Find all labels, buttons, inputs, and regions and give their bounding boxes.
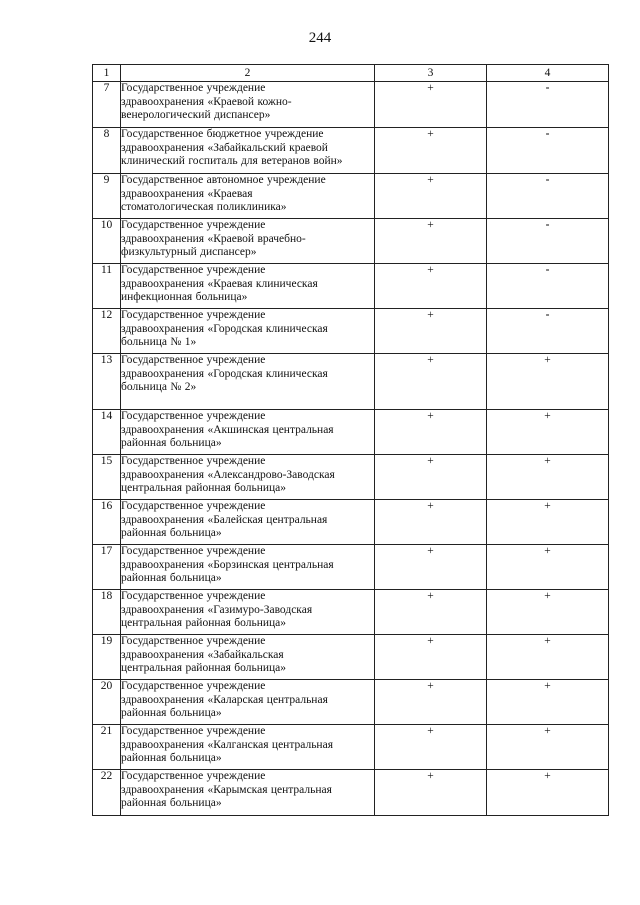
col3-mark-text: +	[427, 680, 434, 692]
col3-mark	[375, 680, 487, 725]
table-row	[93, 590, 609, 635]
table-row	[93, 219, 609, 264]
col3-mark-text: +	[427, 590, 434, 602]
col3-mark	[375, 635, 487, 680]
table-row	[93, 770, 609, 816]
header-col-1: 1	[93, 65, 121, 82]
col4-mark	[487, 500, 609, 545]
header-col-4: 4	[487, 65, 609, 82]
col3-mark	[375, 219, 487, 264]
col4-mark-text: +	[544, 635, 551, 647]
col4-mark	[487, 725, 609, 770]
institution-name: Государственное учреждение здравоохранения «Александрово-Заводская центральная районная больница»	[121, 455, 375, 500]
col3-mark	[375, 354, 487, 410]
col4-mark-text: -	[545, 128, 550, 140]
institution-name: Государственное учреждение здравоохранения «Городская клиническая больница № 2»	[121, 354, 375, 410]
col4-mark	[487, 635, 609, 680]
col3-mark-text: +	[427, 82, 434, 94]
institution-name: Государственное учреждение здравоохранения «Газимуро-Заводская центральная районная больница»	[121, 590, 375, 635]
col3-mark	[375, 128, 487, 174]
col4-mark	[487, 264, 609, 309]
col3-mark-text: +	[427, 264, 434, 276]
col3-mark	[375, 770, 487, 816]
col4-mark-text: +	[544, 545, 551, 557]
table-row	[93, 455, 609, 500]
row-number: 20	[93, 680, 121, 725]
row-number: 8	[93, 128, 121, 174]
row-number: 7	[93, 82, 121, 128]
table-row	[93, 635, 609, 680]
table-row	[93, 410, 609, 455]
col4-mark-text: +	[544, 590, 551, 602]
col3-mark	[375, 590, 487, 635]
col3-mark-text: +	[427, 500, 434, 512]
institution-name: Государственное учреждение здравоохранения «Балейская центральная районная больница»	[121, 500, 375, 545]
institutions-table	[92, 64, 609, 816]
institution-name: Государственное учреждение здравоохранения «Забайкальская центральная районная больница»	[121, 635, 375, 680]
institution-name: Государственное учреждение здравоохранения «Борзинская центральная районная больница»	[121, 545, 375, 590]
col3-mark-text: +	[427, 545, 434, 557]
table-row	[93, 354, 609, 410]
col4-mark	[487, 82, 609, 128]
col4-mark-text: -	[545, 264, 550, 276]
row-number: 19	[93, 635, 121, 680]
page-number: 244	[308, 30, 332, 46]
header-col-2: 2	[121, 65, 375, 82]
col3-mark-text: +	[427, 725, 434, 737]
col4-mark	[487, 680, 609, 725]
col3-mark-text: +	[427, 309, 434, 321]
col4-mark-text: -	[545, 174, 550, 186]
institution-name: Государственное учреждение здравоохранения «Краевой врачебно- физкультурный диспансер»	[121, 219, 375, 264]
institution-name: Государственное учреждение здравоохранения «Акшинская центральная районная больница»	[121, 410, 375, 455]
col4-mark-text: +	[544, 500, 551, 512]
row-number: 10	[93, 219, 121, 264]
col3-mark-text: +	[427, 128, 434, 140]
row-number: 13	[93, 354, 121, 410]
row-number: 21	[93, 725, 121, 770]
col3-mark	[375, 82, 487, 128]
col4-mark-text: +	[544, 770, 551, 782]
table-row	[93, 309, 609, 354]
col3-mark-text: +	[427, 219, 434, 231]
col4-mark-text: +	[544, 680, 551, 692]
col3-mark-text: +	[427, 410, 434, 422]
table-row	[93, 82, 609, 128]
row-number: 12	[93, 309, 121, 354]
table-row	[93, 128, 609, 174]
col3-mark-text: +	[427, 354, 434, 366]
institution-name: Государственное учреждение здравоохранения «Карымская центральная районная больница»	[121, 770, 375, 816]
col3-mark	[375, 309, 487, 354]
col4-mark	[487, 455, 609, 500]
col3-mark	[375, 455, 487, 500]
col4-mark	[487, 770, 609, 816]
row-number: 16	[93, 500, 121, 545]
col4-mark	[487, 354, 609, 410]
institution-name: Государственное учреждение здравоохранения «Калганская центральная районная больница»	[121, 725, 375, 770]
col4-mark-text: -	[545, 82, 550, 94]
institution-name: Государственное учреждение здравоохранения «Краевая клиническая инфекционная больница»	[121, 264, 375, 309]
table-row	[93, 500, 609, 545]
row-number: 22	[93, 770, 121, 816]
col4-mark	[487, 309, 609, 354]
table-row	[93, 725, 609, 770]
col4-mark	[487, 219, 609, 264]
table-row	[93, 264, 609, 309]
institution-name: Государственное учреждение здравоохранения «Краевой кожно- венерологический диспансер»	[121, 82, 375, 128]
institution-name: Государственное учреждение здравоохранения «Городская клиническая больница № 1»	[121, 309, 375, 354]
col3-mark-text: +	[427, 455, 434, 467]
col3-mark-text: +	[427, 174, 434, 186]
col4-mark-text: -	[545, 219, 550, 231]
col3-mark	[375, 500, 487, 545]
col3-mark	[375, 545, 487, 590]
col4-mark-text: +	[544, 410, 551, 422]
col3-mark	[375, 725, 487, 770]
row-number: 14	[93, 410, 121, 455]
col4-mark-text: -	[545, 309, 550, 321]
col4-mark-text: +	[544, 354, 551, 366]
table-row	[93, 545, 609, 590]
col3-mark	[375, 174, 487, 219]
table-row	[93, 174, 609, 219]
col4-mark	[487, 590, 609, 635]
header-row	[93, 65, 609, 82]
institution-name: Государственное автономное учреждение здравоохранения «Краевая стоматологическая поликлиника»	[121, 174, 375, 219]
col4-mark-text: +	[544, 455, 551, 467]
col4-mark-text: +	[544, 725, 551, 737]
col3-mark-text: +	[427, 635, 434, 647]
col3-mark	[375, 410, 487, 455]
institution-name: Государственное бюджетное учреждение здравоохранения «Забайкальский краевой клинический госпиталь для ветеранов войн»	[121, 128, 375, 174]
row-number: 17	[93, 545, 121, 590]
row-number: 9	[93, 174, 121, 219]
header-col-3: 3	[375, 65, 487, 82]
col4-mark	[487, 545, 609, 590]
col3-mark	[375, 264, 487, 309]
table-row	[93, 680, 609, 725]
row-number: 11	[93, 264, 121, 309]
col4-mark	[487, 128, 609, 174]
col3-mark-text: +	[427, 770, 434, 782]
row-number: 15	[93, 455, 121, 500]
row-number: 18	[93, 590, 121, 635]
table-body	[93, 65, 609, 816]
col4-mark	[487, 410, 609, 455]
institution-name: Государственное учреждение здравоохранения «Каларская центральная районная больница»	[121, 680, 375, 725]
col4-mark	[487, 174, 609, 219]
